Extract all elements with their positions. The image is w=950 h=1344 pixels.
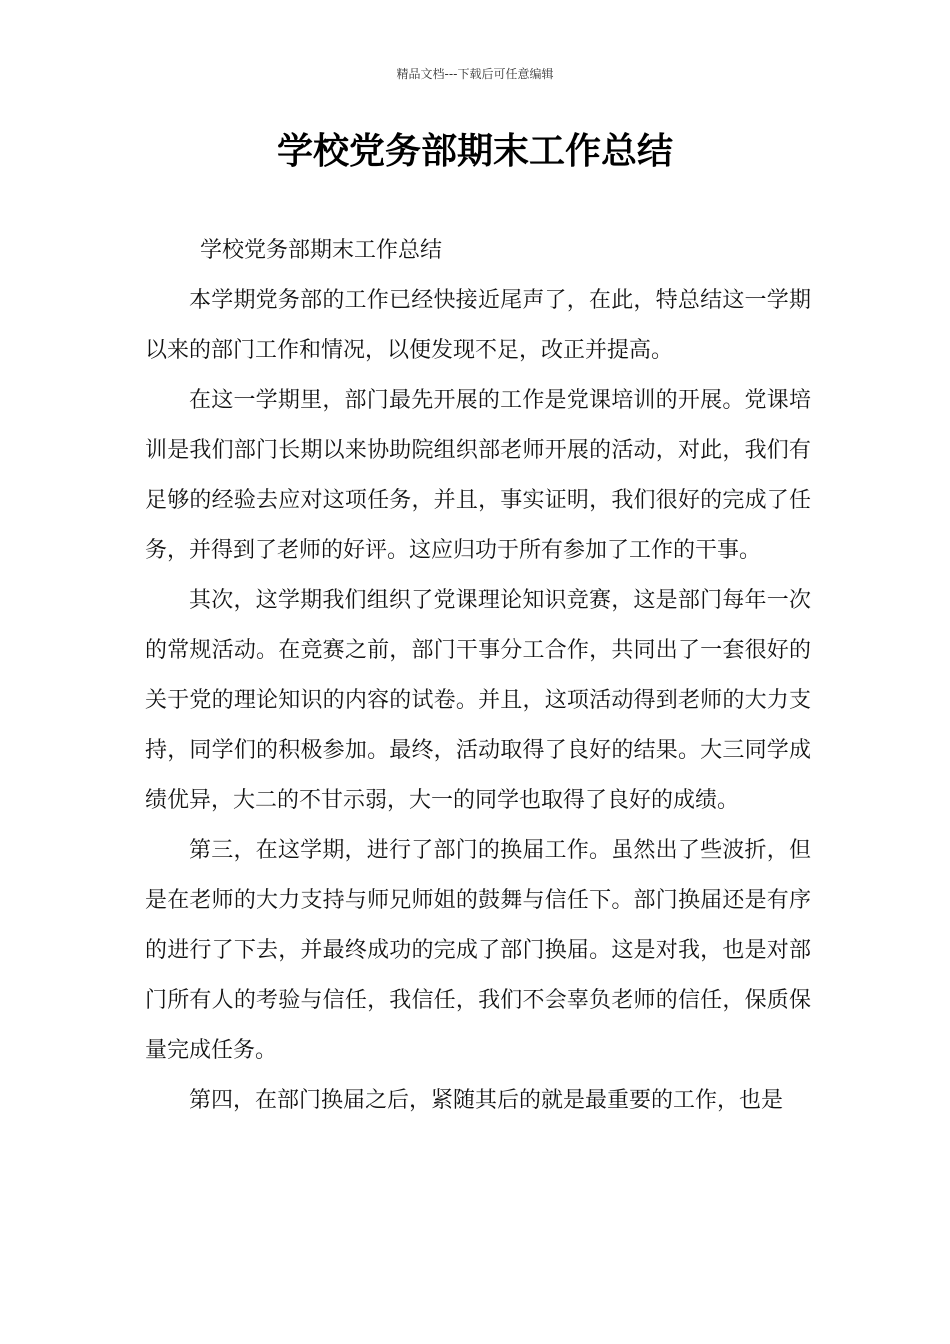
paragraph-department-transition: 第三，在这学期，进行了部门的换届工作。虽然出了些波折，但是在老师的大力支持与师兄师姐的鼓舞与信任下。部门换届还是有序的进行了下去，并最终成功的完成了部门换届。这是对我，也是对部门所有人的考验与信任，我信任，我们不会辜负老师的信任，保质保量完成任务。	[145, 838, 811, 1063]
paragraph-intro: 本学期党务部的工作已经快接近尾声了，在此，特总结这一学期以来的部门工作和情况，以便发现不足，改正并提高。	[145, 288, 811, 363]
document-subtitle: 学校党务部期末工作总结	[200, 238, 443, 263]
paragraph-party-training: 在这一学期里，部门最先开展的工作是党课培训的开展。党课培训是我们部门长期以来协助院组织部老师开展的活动，对此，我们有足够的经验去应对这项任务，并且，事实证明，我们很好的完成了任务，并得到了老师的好评。这应归功于所有参加了工作的干事。	[145, 388, 811, 563]
document-title: 学校党务部期末工作总结	[276, 131, 673, 172]
document-body	[145, 226, 811, 1126]
paragraph-fourth: 第四，在部门换届之后，紧随其后的就是最重要的工作，也是	[189, 1088, 784, 1113]
paragraph-knowledge-contest: 其次，这学期我们组织了党课理论知识竞赛，这是部门每年一次的常规活动。在竞赛之前，部门干事分工合作，共同出了一套很好的关于党的理论知识的内容的试卷。并且，这项活动得到老师的大力支持，同学们的积极参加。最终，活动取得了良好的结果。大三同学成绩优异，大二的不甘示弱，大一的同学也取得了良好的成绩。	[145, 588, 811, 813]
header-watermark: 精品文档---下载后可任意编辑	[396, 67, 554, 81]
